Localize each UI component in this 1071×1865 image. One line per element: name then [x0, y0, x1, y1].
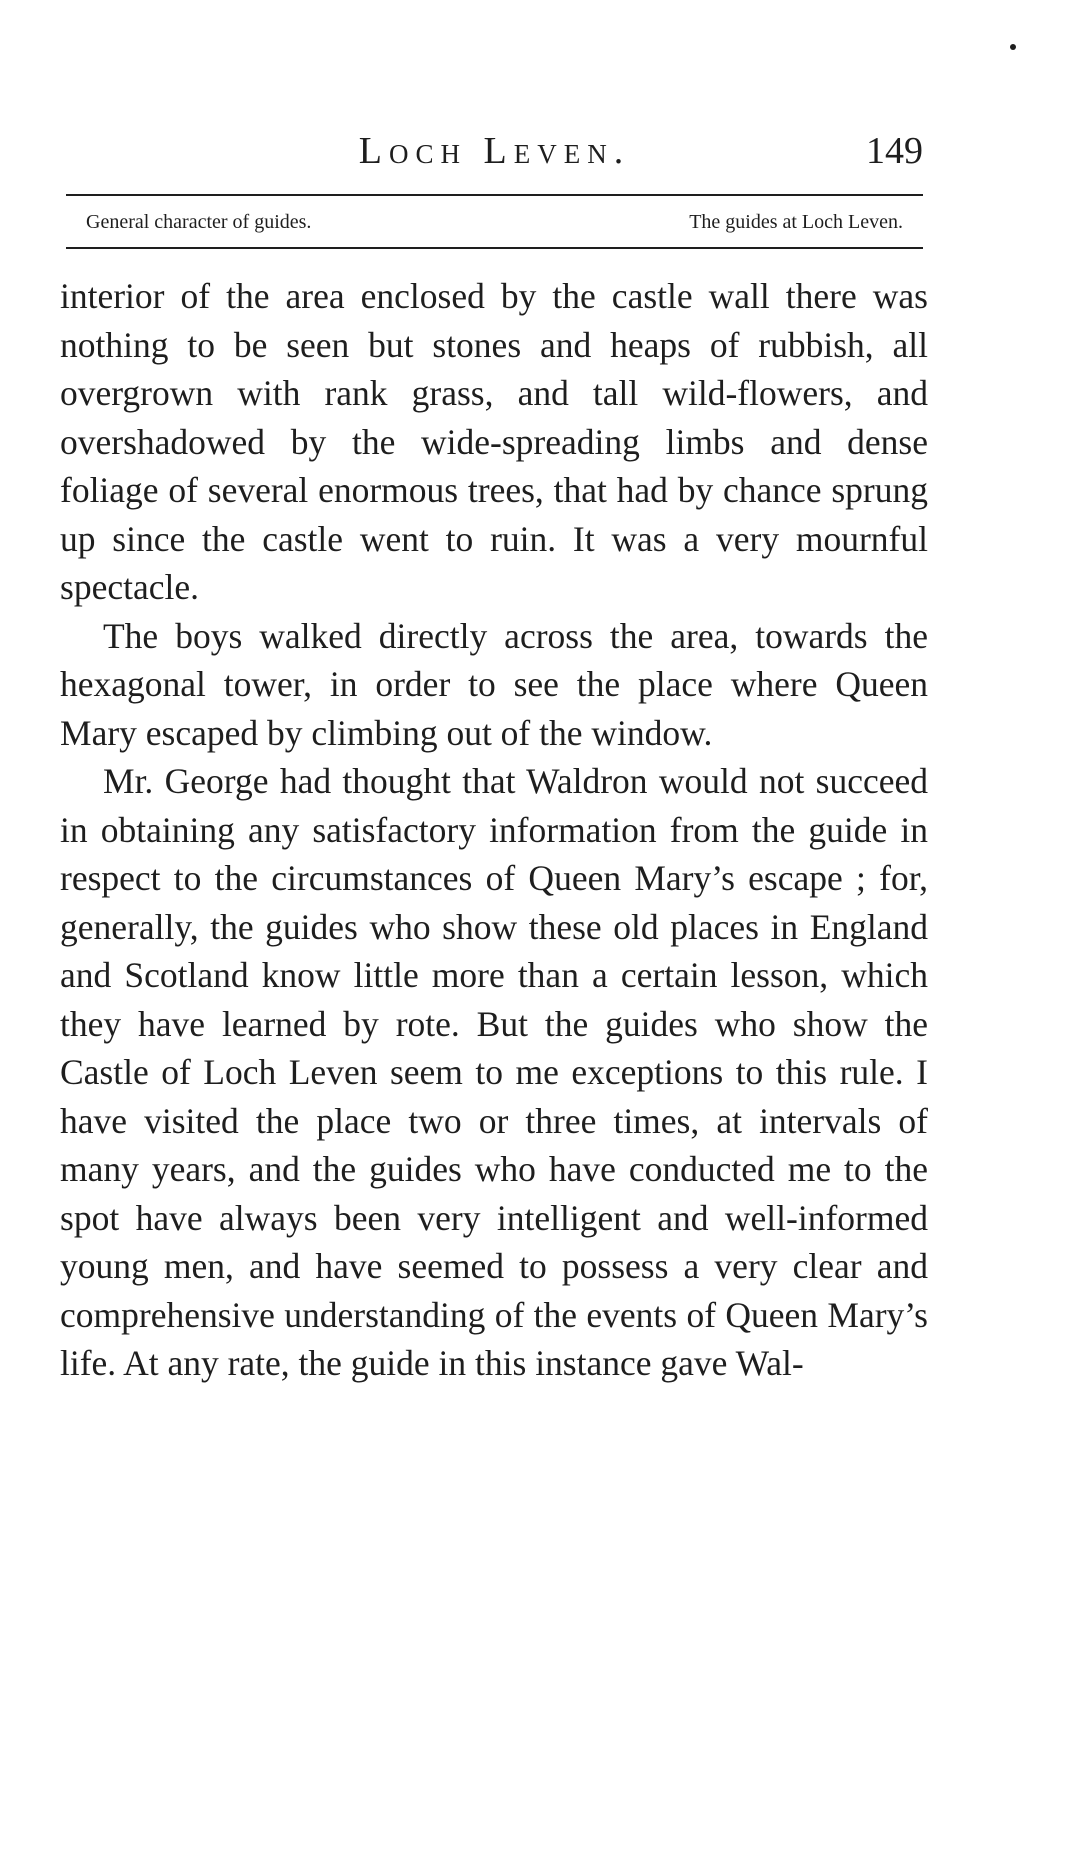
- paragraph-continued: interior of the area enclosed by the castle wall there was nothing to be seen but stones and heaps of rubbish, all overgrown with rank grass, and tall wild-flowers, and overshadowed by the wide-spreading limbs and dense foliage of several enormous trees, that had by chance sprung up since the castle went to ruin. It was a very mournful spectacle.: [60, 276, 928, 607]
- header-rule-bottom: [66, 247, 923, 249]
- ink-speck: [1010, 44, 1016, 50]
- side-notes: [66, 207, 923, 237]
- header-rule-top: [66, 194, 923, 196]
- running-head: [66, 126, 923, 176]
- paragraph-mr-george: Mr. George had thought that Waldron would not succeed in obtaining any satisfactory information from the guide in respect to the circumstances of Queen Mary’s escape ; for, generally, the guides who show these old places in England and Scotland know little more than a certain lesson, which they have learned by rote. But the guides who show the Castle of Loch Leven seem to me exceptions to this rule. I have visited the place two or three times, at intervals of many years, and the guides who have conducted me to the spot have always been very intelligent and well-informed young men, and have seemed to possess a very clear and comprehensive understanding of the events of Queen Mary’s life. At any rate, the guide in this instance gave Wal-: [60, 761, 928, 1383]
- running-title: Loch Leven.: [358, 130, 631, 172]
- body-text: [60, 272, 928, 1388]
- side-note-left: General character of guides.: [86, 211, 312, 233]
- side-note-right: The guides at Loch Leven.: [689, 211, 903, 233]
- paragraph-boys-walked: The boys walked directly across the area, towards the hexagonal tower, in order to see the place where Queen Mary escaped by climbing out of the window.: [60, 615, 928, 753]
- page-number: 149: [866, 130, 923, 172]
